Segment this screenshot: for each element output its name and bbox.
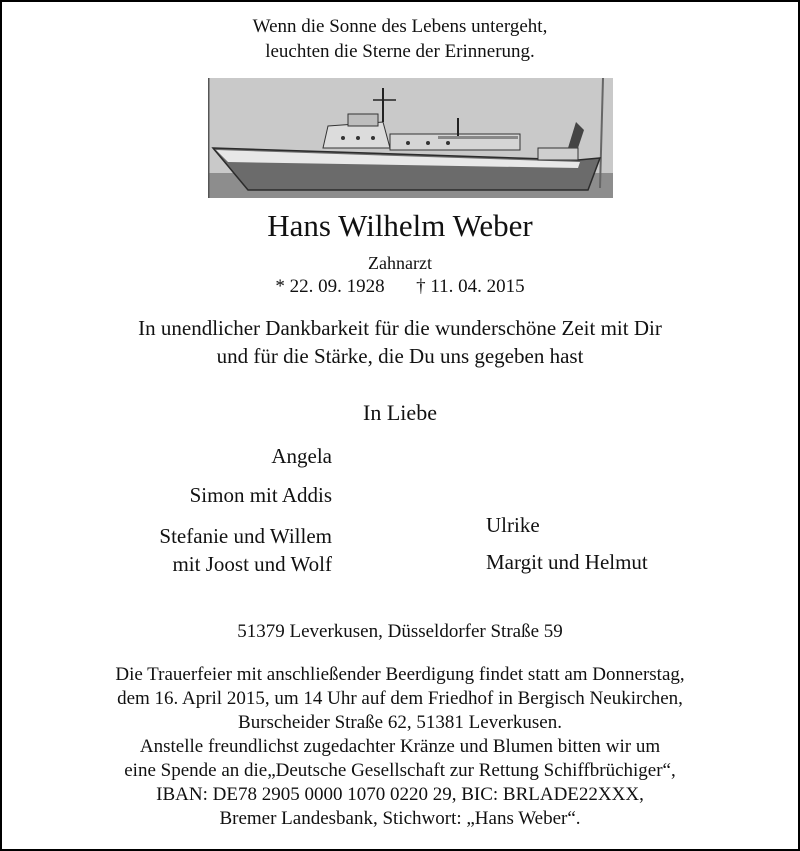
notice-line: Anstelle freundlichst zugedachter Kränze und Blumen bitten wir um <box>139 736 661 757</box>
address: 51379 Leverkusen, Düsseldorfer Straße 59 <box>237 621 563 642</box>
family-member: Simon mit Addis <box>189 483 332 507</box>
birth-date: 22. 09. 1928 <box>289 276 385 297</box>
motto-line: leuchten die Sterne der Erinnerung. <box>265 41 535 62</box>
family-member: Angela <box>271 444 332 468</box>
family-member: mit Joost und Wolf <box>172 552 332 576</box>
thanks-line: und für die Stärke, die Du uns gegeben hast <box>216 344 584 368</box>
boat-photo <box>208 78 613 198</box>
notice-line: IBAN: DE78 2905 0000 1070 0220 29, BIC: BRLADE22XXX, <box>156 784 644 805</box>
profession: Zahnarzt <box>368 253 432 273</box>
deceased-name: Hans Wilhelm Weber <box>267 208 533 243</box>
notice-line: Bremer Landesbank, Stichwort: „Hans Weber“. <box>219 808 581 829</box>
thanks-line: In unendlicher Dankbarkeit für die wunderschöne Zeit mit Dir <box>138 316 662 340</box>
death-symbol: † <box>416 276 426 297</box>
family-member: Stefanie und Willem <box>159 524 332 548</box>
funeral-notice <box>0 663 800 831</box>
boat-illustration <box>208 78 613 198</box>
life-dates <box>0 275 800 299</box>
death-date: 11. 04. 2015 <box>430 276 525 297</box>
motto <box>0 14 800 64</box>
notice-line: Burscheider Straße 62, 51381 Leverkusen. <box>238 712 562 733</box>
notice-line: dem 16. April 2015, um 14 Uhr auf dem Friedhof in Bergisch Neukirchen, <box>117 688 683 709</box>
family-member: Ulrike <box>486 513 540 537</box>
thanks-text <box>0 314 800 370</box>
in-love-heading: In Liebe <box>363 400 437 425</box>
notice-line: Die Trauerfeier mit anschließender Beerdigung findet statt am Donnerstag, <box>115 664 685 685</box>
notice-line: eine Spende an die„Deutsche Gesellschaft zur Rettung Schiffbrüchiger“, <box>124 760 676 781</box>
family-member: Margit und Helmut <box>486 550 648 574</box>
birth-symbol: * <box>275 276 285 297</box>
motto-line: Wenn die Sonne des Lebens untergeht, <box>252 16 548 37</box>
